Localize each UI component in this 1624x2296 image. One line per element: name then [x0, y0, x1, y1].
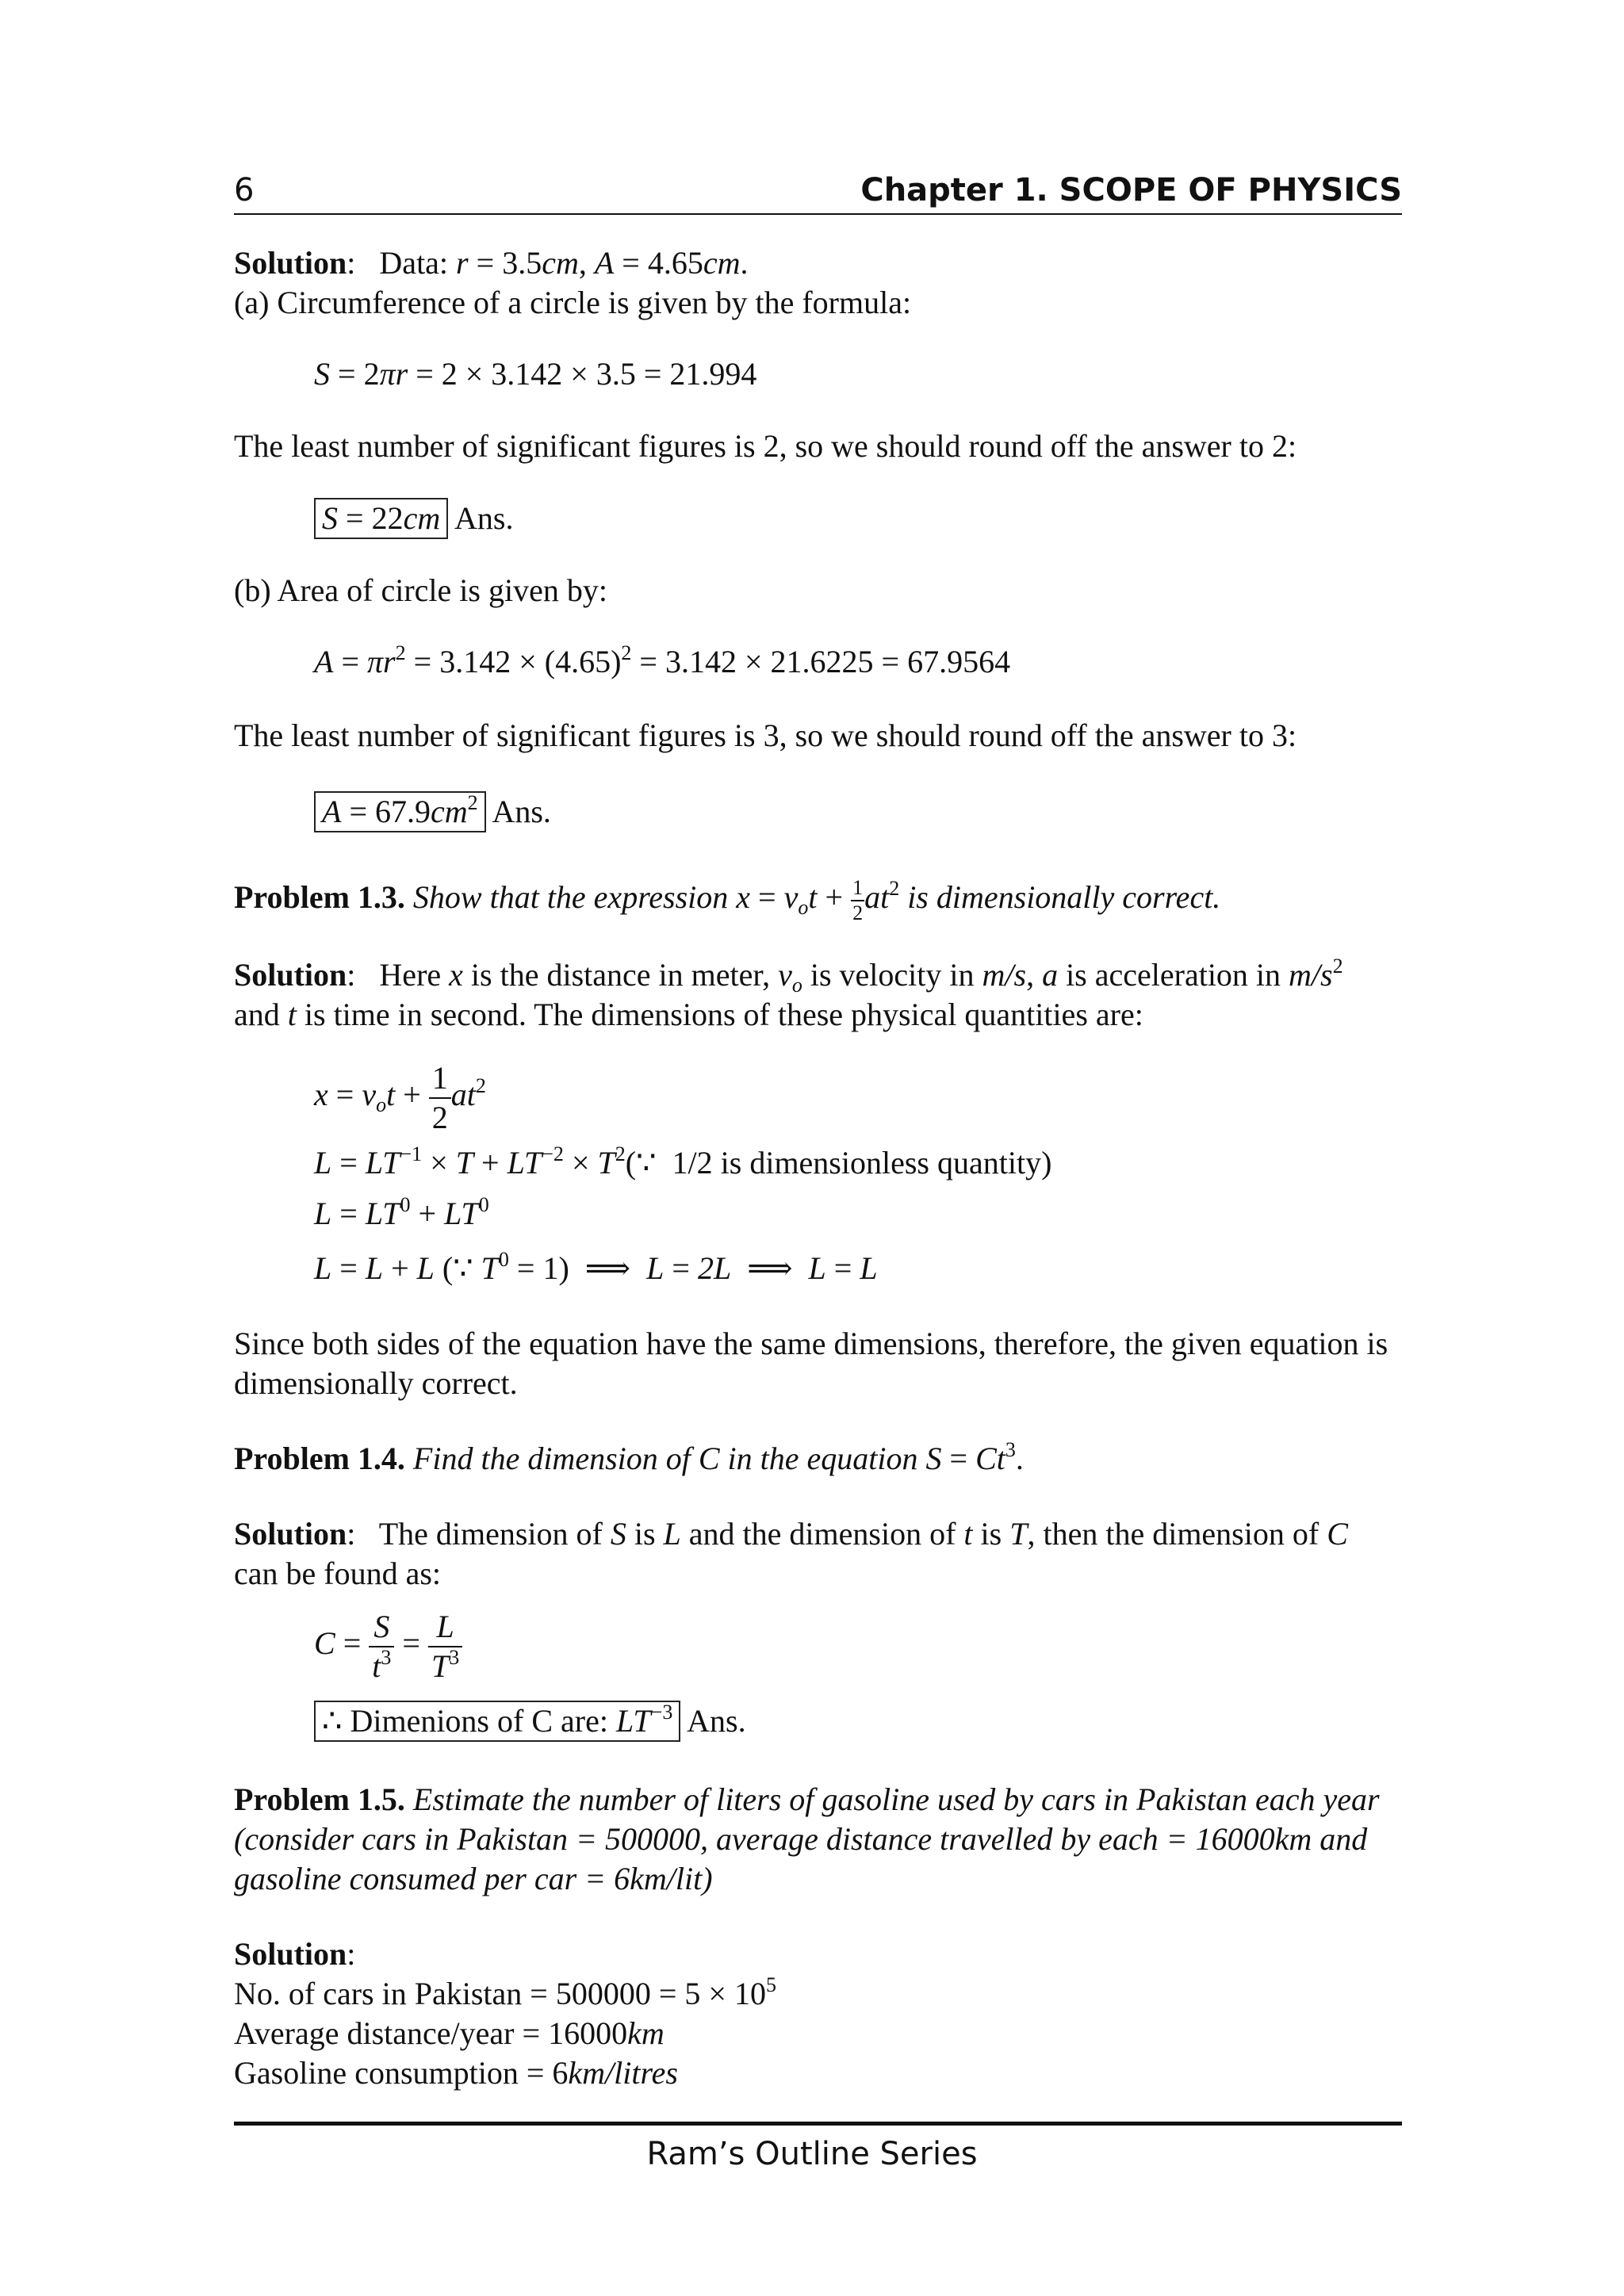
s-over-t3 [369, 1611, 394, 1682]
var-a: a [864, 879, 881, 916]
var-r: r [383, 644, 396, 679]
var-x: x [736, 879, 751, 916]
derivation-line-4: L = L + L (∵ $T^0 = 1$) ⟹ L = 2L ⟹ L = L [314, 1248, 878, 1286]
text: is acceleration in [1066, 957, 1281, 993]
unit-ms2: m/s [1289, 957, 1333, 993]
subscript-o: o [798, 896, 809, 920]
conclusion-line-2: dimensionally correct. [234, 1365, 518, 1401]
exponent: 3 [1005, 1438, 1016, 1461]
dim-l: L [860, 1250, 878, 1286]
exponent: −2 [542, 1142, 564, 1165]
var-t: t [808, 879, 818, 916]
circumference-equation: S = 2πr = 2 × 3.142 × 3.5 = 21.994 [314, 356, 757, 392]
var-c: C [975, 1441, 997, 1476]
var-s: S [610, 1516, 626, 1552]
answer-a-line [314, 791, 551, 832]
ans-label: Ans. [492, 794, 551, 829]
header-rule [234, 213, 1402, 215]
problem-1-3-statement: Problem 1.3. Show that the expression $x = v_ot$ + $\frac{1}{2}$ $at^2$ is dimensionally correct. [234, 876, 1221, 924]
exponent: 2 [475, 1074, 486, 1098]
dim-l: L [808, 1250, 826, 1286]
exponent: −1 [400, 1142, 423, 1165]
rhs: 2 × 3.142 × 3.5 = 21.994 [441, 356, 757, 392]
therefore-symbol: ∴ [322, 1703, 343, 1739]
numerator: 1 [429, 1062, 451, 1099]
label: Average distance/year [234, 2015, 515, 2051]
text: is the distance in meter, [470, 957, 771, 993]
statement: Find the dimension of C in the equation [412, 1441, 918, 1476]
half-fraction [429, 1062, 451, 1134]
gasoline-line: Gasoline consumption = 6km/litres [234, 2055, 678, 2091]
text: is [634, 1516, 656, 1552]
problem-1-5-line-2 [234, 1820, 1367, 1859]
value: 500000 = 5 × 10 [555, 1976, 766, 2011]
statement-pre: Show that the expression [412, 879, 729, 916]
cars-line: No. of cars in Pakistan = $500000 = 5 \times 10^5$ [234, 1973, 776, 2011]
distance-line: Average distance/year = 16000km [234, 2015, 665, 2051]
num: 2 [363, 356, 380, 392]
because-symbol: ∵ [453, 1250, 473, 1286]
statement-post: is dimensionally correct. [907, 879, 1221, 916]
text: is [980, 1516, 1002, 1552]
note: 1/2 is dimensionless quantity [672, 1145, 1042, 1181]
footer-rule [234, 2122, 1402, 2126]
problem-1-5-solution-label: Solution: [234, 1936, 356, 1972]
problem-1-4-statement: Problem 1.4. Find the dimension of C in the equation $S = Ct^3$. [234, 1438, 1024, 1476]
solution-label: Solution [234, 245, 347, 281]
var-t: t [466, 1077, 476, 1113]
dimension-c-equation: C = $\frac{S}{t^3}$ = $\frac{L}{T^3}$ [314, 1611, 462, 1682]
var-s: S [322, 500, 338, 536]
solution-data-line: Solution: Data: r = 3.5cm, A = 4.65cm. [234, 245, 749, 281]
text: , then the dimension of [1027, 1516, 1320, 1552]
dim-t: T [382, 1145, 400, 1181]
denominator: 2 [431, 1100, 448, 1135]
exponent: 2 [889, 877, 900, 901]
problem-label: Problem 1.5. [234, 1781, 405, 1817]
var-a: a [450, 1077, 467, 1113]
answer-box-s: S = 22cm [314, 498, 448, 539]
exponent: 2 [467, 791, 478, 814]
footer-series: Ram’s Outline Series [646, 2136, 978, 2172]
var-t: t [386, 1077, 396, 1113]
subscript-o: o [376, 1093, 387, 1117]
a-value: 4.65 [647, 245, 703, 281]
dim-l: L [314, 1145, 332, 1181]
dim-l: L [365, 1196, 383, 1231]
statement: gasoline consumed per car = 6km/lit) [234, 1861, 713, 1896]
var-t: t [372, 1648, 381, 1684]
dim-l: L [416, 1250, 435, 1286]
value: 6 [552, 2055, 569, 2091]
var-s: S [373, 1609, 390, 1644]
var-c: C [1327, 1516, 1348, 1552]
dim-t: T [481, 1250, 499, 1286]
unit: km [627, 2015, 665, 2051]
dim-l: L [365, 1145, 383, 1181]
var-s: S [925, 1441, 942, 1476]
text: and [234, 997, 280, 1032]
unit: cm [431, 794, 468, 829]
exponent: 3 [449, 1646, 460, 1669]
part-a-text: (a) Circumference of a circle is given by the formula: [234, 285, 912, 320]
solution-label: Solution [234, 957, 347, 993]
var-x: x [314, 1077, 328, 1113]
dim-l: L [507, 1145, 525, 1181]
dim-t: T [461, 1196, 479, 1231]
solution-label: Solution [234, 1516, 347, 1552]
data-intro: Data: [379, 245, 449, 281]
problem-label: Problem 1.4. [234, 1441, 405, 1476]
exponent: 2 [1332, 955, 1343, 978]
text: Here [379, 957, 442, 993]
exponent: 0 [498, 1248, 509, 1271]
dim-t: T [455, 1145, 473, 1181]
statement: (consider cars in Pakistan = 500000, average distance travelled by each = 16000km and [234, 1821, 1368, 1857]
two-l: 2L [697, 1250, 732, 1286]
text: = 1 [516, 1250, 559, 1286]
unit-ms: m/s [982, 957, 1027, 993]
var-a: A [594, 245, 615, 281]
because-symbol: ∵ [636, 1145, 657, 1181]
r-value: 3.5 [502, 245, 542, 281]
dim-t: T [431, 1648, 450, 1684]
dim-l: L [365, 1250, 384, 1286]
value: 67.9 [375, 794, 431, 829]
problem-1-4-solution-line-1: Solution: The dimension of S is L and the dimension of t is T, then the dimension of C [234, 1516, 1348, 1552]
problem-1-4-solution-line-2: can be found as: [234, 1556, 442, 1591]
dim-l: L [646, 1250, 665, 1286]
solution-label: Solution [234, 1936, 347, 1972]
implies-symbol: ⟹ [584, 1250, 631, 1286]
answer-box-a: $A = 67.9cm^2$ [314, 791, 486, 832]
dim-l: L [314, 1250, 332, 1286]
half-fraction [851, 878, 864, 924]
dim-l: L [436, 1609, 454, 1644]
derivation-line-2: $L = LT^{-1} \times T + LT^{-2}$ × $T^2(\because$ 1/2 is dimensionless quantity) [314, 1142, 1052, 1181]
ans-label: Ans. [687, 1703, 746, 1739]
l-over-t3 [428, 1611, 462, 1682]
exponent: 2 [615, 1142, 626, 1165]
answer-s-line [314, 498, 513, 539]
text: Dimenions of C are: [350, 1703, 608, 1739]
text: and the dimension of [688, 1516, 956, 1552]
dim-l: L [615, 1703, 634, 1739]
subscript-o: o [791, 974, 802, 997]
denominator: 2 [852, 901, 864, 924]
unit-cm: cm [542, 245, 579, 281]
var-r: r [395, 356, 408, 392]
dim-t: T [382, 1196, 400, 1231]
text: The dimension of [378, 1516, 603, 1552]
var-a: A [322, 794, 342, 829]
exponent: 5 [765, 1973, 776, 1996]
exponent: 2 [395, 641, 406, 664]
exponent: 0 [400, 1193, 411, 1216]
sigfig-2-text: The least number of significant figures is 2, so we should round off the answer to 2: [234, 428, 1297, 464]
page-number: 6 [234, 172, 255, 209]
conclusion-line-1: Since both sides of the equation have the same dimensions, therefore, the given equation is [234, 1326, 1388, 1361]
label: Gasoline consumption [234, 2055, 519, 2091]
dim-t: T [524, 1145, 542, 1181]
var-v: v [783, 879, 799, 916]
unit: cm [403, 500, 441, 536]
dim-t: T [597, 1145, 615, 1181]
problem-1-5-line-3 [234, 1859, 713, 1899]
var-t: t [996, 1441, 1005, 1476]
dim-t: T [1009, 1516, 1028, 1552]
var-v: v [778, 957, 792, 993]
var-r: r [456, 245, 469, 281]
exponent: 0 [478, 1193, 489, 1216]
answer-c-line [314, 1701, 746, 1742]
var-a: A [314, 644, 334, 679]
derivation-line-1: $x = v_ot$ + $\frac{1}{2}$ $at^2$ [314, 1060, 486, 1135]
text: is time in second. The dimensions of these physical quantities are: [304, 997, 1143, 1032]
rhs: 3.142 × 21.6225 = 67.9564 [665, 644, 1011, 679]
derivation-line-3: $L = LT^0 + LT^0$ [314, 1193, 489, 1231]
dim-l: L [444, 1196, 462, 1231]
ans-label: Ans. [454, 500, 514, 536]
pi-symbol: π [379, 356, 396, 392]
implies-symbol: ⟹ [747, 1250, 793, 1286]
unit: km/litres [568, 2055, 678, 2091]
problem-1-3-solution-line-1: Solution: Here x is the distance in meter, $v_o$ is velocity in m/s, a is acceleration in $m/s^2$ [234, 955, 1343, 997]
var-t: t [287, 997, 297, 1032]
part-b-text: (b) Area of circle is given by: [234, 572, 607, 608]
unit-cm: cm [703, 245, 741, 281]
value: 16000 [548, 2015, 628, 2051]
var-v: v [362, 1077, 377, 1113]
exponent: −3 [650, 1701, 673, 1724]
sigfig-3-text: The least number of significant figures is 3, so we should round off the answer to 3: [234, 718, 1297, 753]
statement: Estimate the number of liters of gasoline used by cars in Pakistan each year [412, 1781, 1380, 1817]
exponent: 3 [381, 1646, 392, 1669]
exponent: 2 [621, 641, 632, 664]
var-x: x [449, 957, 463, 993]
problem-1-5-line-1 [234, 1780, 1380, 1820]
problem-1-3-solution-line-2 [234, 995, 1143, 1035]
dim-l: L [314, 1196, 332, 1231]
var-a: a [1042, 957, 1059, 993]
value: 22 [371, 500, 404, 536]
label: No. of cars in Pakistan [234, 1976, 523, 2011]
dim-t: T [633, 1703, 651, 1739]
area-equation: $A = \pi r^2 = 3.142 \times (4.65)^2 = 3.142 \times 21.6225 = 67.9564$ [314, 641, 1011, 679]
text: is velocity in [810, 957, 975, 993]
pi-symbol: π [367, 644, 384, 679]
numerator: 1 [851, 878, 864, 901]
chapter-title: Chapter 1. SCOPE OF PHYSICS [860, 172, 1402, 209]
dim-l: L [663, 1516, 681, 1552]
var-t: t [963, 1516, 973, 1552]
problem-label: Problem 1.3. [234, 879, 405, 916]
var-c: C [314, 1625, 335, 1662]
answer-box-c [314, 1701, 680, 1742]
var-t: t [880, 879, 890, 916]
mid: 3.142 × (4.65) [439, 644, 622, 679]
var-s: S [314, 356, 330, 392]
